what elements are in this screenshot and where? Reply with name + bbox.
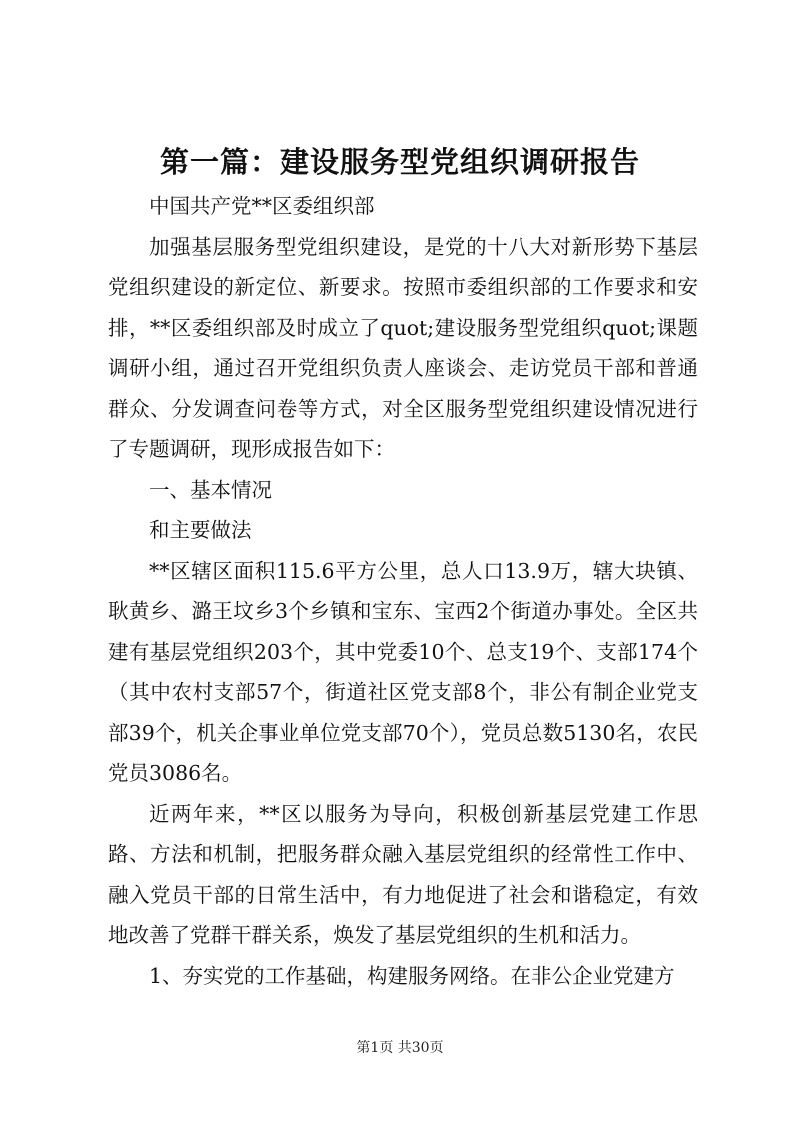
paragraph: 1、夯实党的工作基础，构建服务网络。在非公企业党建方 xyxy=(149,963,675,988)
paragraph: 近两年来，**区以服务为导向，积极创新基层党建工作思路、方法和机制，把服务群众融入基层党组织的经常性工作中、融入党员干部的日常生活中，有力地促进了社会和谐稳定，有效地改善了党群干群关系，焕发了基层党组织的生机和活力。 xyxy=(108,801,698,947)
paragraph: **区辖区面积115.6平方公里，总人口13.9万，辖大块镇、耿黄乡、潞王坟乡3个乡镇和宝东、宝西2个街道办事处。全区共建有基层党组织203个，其中党委10个、总支19个、支部174个（其中农村支部57个，街道社区党支部8个，非公有制企业党支部39个，机关企事业单位党支部70个），党员总数5130名，农民党员3086名。 xyxy=(108,558,698,785)
section-heading: 一、基本情况 xyxy=(149,477,272,502)
author-line: 中国共产党**区委组织部 xyxy=(149,194,375,218)
document-body xyxy=(108,186,698,996)
section-heading-continued: 和主要做法 xyxy=(149,518,252,542)
paragraph: 加强基层服务型党组织建设，是党的十八大对新形势下基层党组织建设的新定位、新要求。按照市委组织部的工作要求和安排，**区委组织部及时成立了quot;建设服务型党组织quot;课题调研小组，通过召开党组织负责人座谈会、走访党员干部和普通群众、分发调查问卷等方式，对全区服务型党组织建设情况进行了专题调研，现形成报告如下： xyxy=(108,234,698,461)
page-number-footer: 第1页 共30页 xyxy=(356,1040,444,1056)
document-title: 第一篇：建设服务型党组织调研报告 xyxy=(159,145,640,179)
